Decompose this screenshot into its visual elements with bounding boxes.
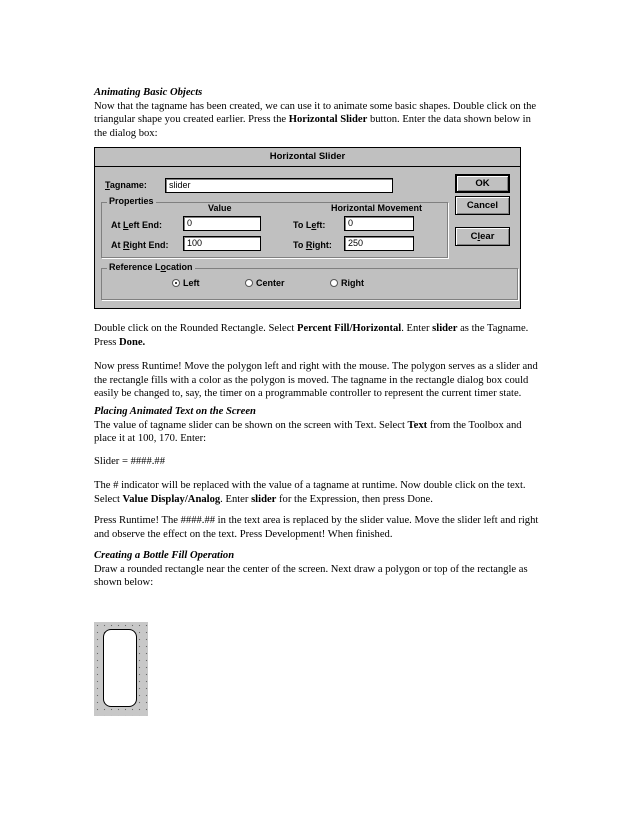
radio-right[interactable]: Right xyxy=(330,278,364,288)
radio-unselected-icon xyxy=(245,279,253,287)
dialog-title: Horizontal Slider xyxy=(95,148,520,167)
horizontal-slider-dialog xyxy=(94,147,521,309)
horizontal-movement-header: Horizontal Movement xyxy=(331,203,423,213)
ok-button[interactable]: OK xyxy=(455,174,510,193)
bold-slider-expression: slider xyxy=(251,493,277,505)
bold-value-display: Value Display/Analog xyxy=(122,493,221,505)
radio-center[interactable]: Center xyxy=(245,278,285,288)
to-left-input[interactable]: 0 xyxy=(344,216,414,231)
bold-percent-fill: Percent Fill/Horizontal xyxy=(297,323,402,334)
para1-text-c: button. Enter the data shown below in the dialog box: xyxy=(94,114,531,139)
bold-slider: slider xyxy=(432,323,458,334)
tagname-input[interactable]: slider xyxy=(165,178,393,193)
section-bottle-fill: Creating a Bottle Fill Operation Draw a rounded rectangle near the center of the screen. Next draw a polygon or top of the rectangle as shown below: xyxy=(94,549,546,590)
heading-animated-text: Placing Animated Text on the Screen xyxy=(94,406,256,417)
value-header: Value xyxy=(208,203,232,213)
paragraph-runtime: Now press Runtime! Move the polygon left and right with the mouse. The polygon serves as a slider and the rectangle fills with a color as the polygon is moved. The tagname in the rectangle dialog box could easily be changed to, say, the timer on a programmable controller to represent the current timer state. xyxy=(94,361,538,399)
cancel-button[interactable]: Cancel xyxy=(455,196,510,215)
reference-location-label: Reference Location xyxy=(109,262,193,272)
slider-format-line: Slider = ####.## xyxy=(94,456,166,467)
para1-bold-horizontal-slider: Horizontal Slider xyxy=(288,114,368,125)
radio-selected-icon xyxy=(172,279,180,287)
bold-text: Text xyxy=(407,419,428,431)
paragraph-press-runtime: Press Runtime! The ####.## in the text area is replaced by the slider value. Move the slider left and right and observe the effect on the text. Press Development! When finished. xyxy=(94,515,539,540)
bold-done: Done. xyxy=(119,336,146,348)
reference-location-group xyxy=(101,268,518,300)
properties-label: Properties xyxy=(109,196,154,206)
left-end-input[interactable]: 0 xyxy=(183,216,261,231)
right-end-label: At Right End: xyxy=(111,240,169,250)
left-end-label: At Left End: xyxy=(111,220,162,230)
to-right-input[interactable]: 250 xyxy=(344,236,414,251)
rounded-rectangle-shape xyxy=(103,629,137,707)
para1-text-a: Now that the tagname has been created, we can use it to animate some basic shapes. Double click on the triangular shape you created earlier. Press the xyxy=(94,100,537,125)
radio-left[interactable]: Left xyxy=(172,278,200,288)
paragraph-indicator: The # indicator will be replaced with the value of a tagname at runtime. Now double click on the text. Select Value Display/Analog. Enter slider for the Expression, then press Done. xyxy=(94,480,526,505)
to-right-label: To Right: xyxy=(293,240,332,250)
heading-animating-basic-objects: Animating Basic Objects xyxy=(94,87,203,98)
section-animating-basic-objects xyxy=(94,86,546,140)
clear-button[interactable]: Clear xyxy=(455,227,510,246)
paragraph-rounded-rectangle: Double click on the Rounded Rectangle. Select Percent Fill/Horizontal. Enter slider as the Tagname. Press Done. xyxy=(94,323,529,348)
to-left-label: To Left: xyxy=(293,220,326,230)
radio-unselected-icon xyxy=(330,279,338,287)
section-animated-text: Placing Animated Text on the Screen The value of tagname slider can be shown on the screen with Text. Select Text from the Toolbox and place it at 100, 170. Enter: xyxy=(94,405,546,446)
right-end-input[interactable]: 100 xyxy=(183,236,261,251)
heading-bottle-fill: Creating a Bottle Fill Operation xyxy=(94,550,235,561)
rounded-rectangle-figure xyxy=(94,622,148,716)
tagname-label: Tagname: xyxy=(105,180,147,190)
